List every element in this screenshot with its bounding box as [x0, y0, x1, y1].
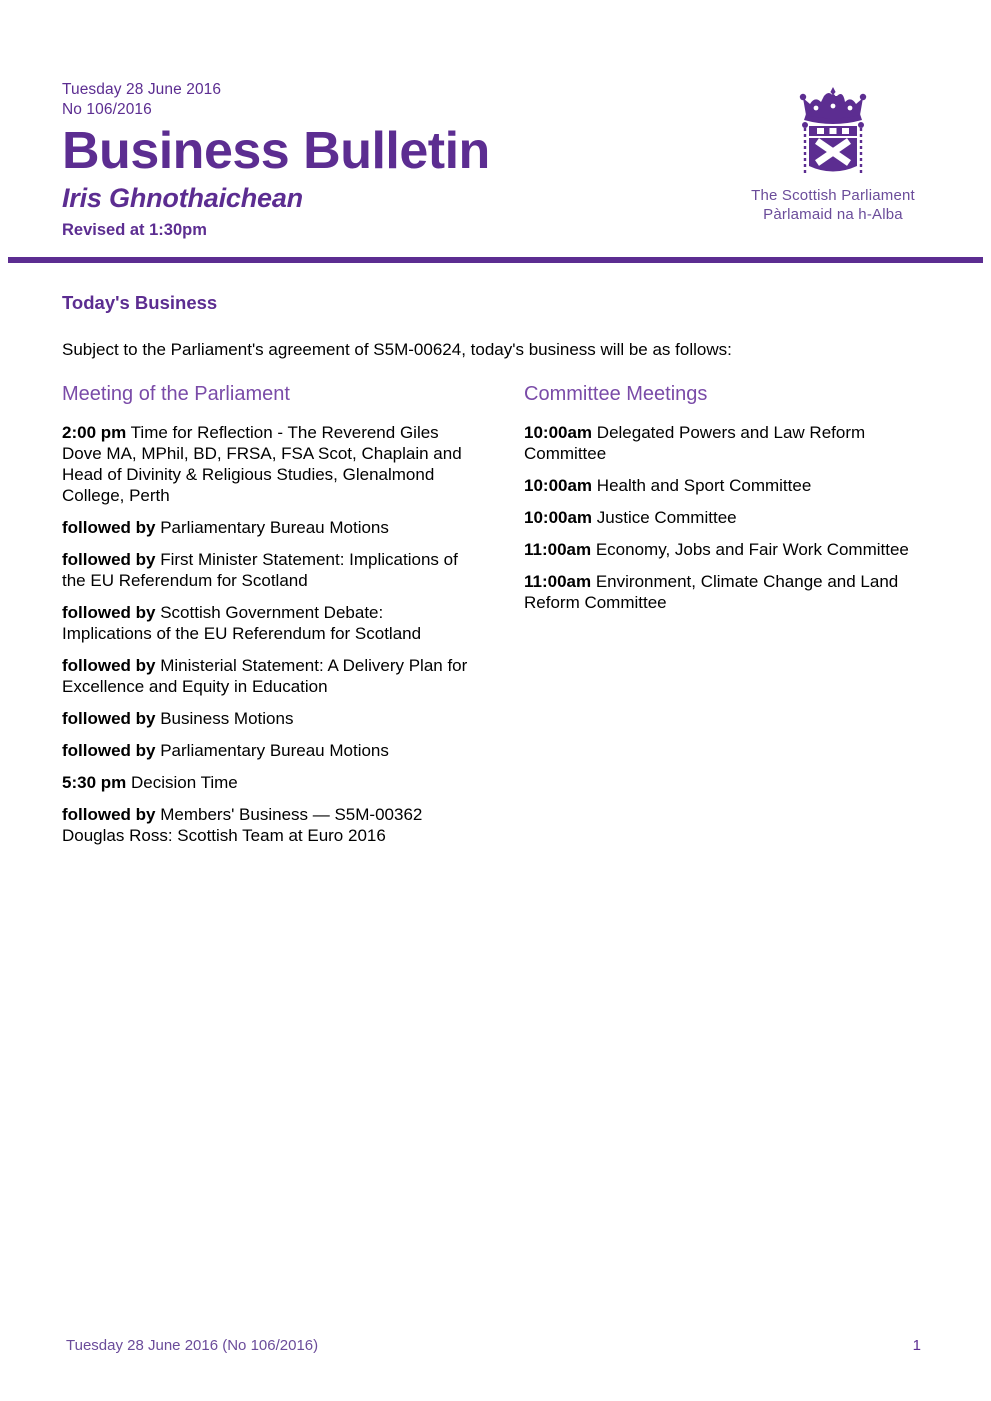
parliament-agenda-list: [62, 422, 474, 846]
agenda-item-text: Health and Sport Committee: [592, 476, 812, 495]
agenda-item-lead: followed by: [62, 709, 156, 728]
column-heading-committees: Committee Meetings: [524, 383, 708, 405]
agenda-item-text: Members' Business — S5M-00362 Douglas Ross: Scottish Team at Euro 2016: [62, 805, 423, 845]
column-committee-meetings: [524, 381, 940, 613]
agenda-item: [524, 422, 940, 464]
agenda-item: [524, 571, 940, 613]
agenda-item: [524, 539, 940, 560]
agenda-item: [62, 422, 474, 506]
logo-text: [733, 186, 933, 224]
page-title: Business Bulletin: [62, 122, 490, 180]
agenda-item: [62, 655, 474, 697]
agenda-item-lead: 10:00am: [524, 508, 593, 527]
agenda-item-text: Decision Time: [126, 773, 238, 792]
revised-timestamp: Revised at 1:30pm: [62, 221, 207, 239]
agenda-item-lead: 11:00am: [524, 540, 592, 559]
column-heading-parliament: Meeting of the Parliament: [62, 383, 290, 405]
column-meeting-of-the-parliament: [62, 381, 474, 846]
agenda-item: [524, 475, 940, 496]
agenda-item: [62, 740, 474, 761]
agenda-item-lead: followed by: [62, 603, 156, 622]
agenda-item-lead: 5:30 pm: [62, 773, 127, 792]
scottish-parliament-crown-saltire-emblem: [790, 84, 876, 182]
committee-agenda-list: [524, 422, 940, 613]
agenda-item-lead: 2:00 pm: [62, 423, 127, 442]
agenda-item-text: First Minister Statement: Implications of the EU Referendum for Scotland: [62, 550, 458, 590]
footer-issue-info: Tuesday 28 June 2016 (No 106/2016): [66, 1337, 319, 1354]
agenda-item-text: Justice Committee: [592, 508, 737, 527]
intro-paragraph: Subject to the Parliament's agreement of S5M-00624, today's business will be as follows:: [62, 340, 732, 359]
logo-text-english: The Scottish Parliament: [751, 187, 915, 204]
issue-number: No 106/2016: [62, 101, 152, 118]
agenda-item-text: Economy, Jobs and Fair Work Committee: [591, 540, 909, 559]
agenda-item: [62, 517, 474, 538]
agenda-item-text: Environment, Climate Change and Land Reform Committee: [524, 572, 899, 612]
agenda-item: [62, 708, 474, 729]
page-footer: [0, 1337, 991, 1361]
agenda-item-lead: followed by: [62, 550, 156, 569]
agenda-item-text: Parliamentary Bureau Motions: [155, 518, 389, 537]
agenda-item-lead: followed by: [62, 518, 156, 537]
agenda-item-text: Delegated Powers and Law Reform Committee: [524, 423, 866, 463]
agenda-item-lead: 11:00am: [524, 572, 592, 591]
header-divider: [8, 257, 983, 263]
agenda-item: [62, 602, 474, 644]
page-subtitle-gaelic: Iris Ghnothaichean: [62, 183, 303, 213]
agenda-item: [524, 507, 940, 528]
issue-date: Tuesday 28 June 2016: [62, 81, 222, 98]
agenda-item-lead: followed by: [62, 656, 156, 675]
agenda-item-lead: followed by: [62, 741, 156, 760]
logo: [733, 84, 933, 224]
agenda-item: [62, 772, 474, 793]
agenda-item-lead: 10:00am: [524, 423, 593, 442]
logo-text-gaelic: Pàrlamaid na h-Alba: [763, 206, 903, 223]
footer-page-number: 1: [912, 1337, 921, 1354]
agenda-item: [62, 549, 474, 591]
agenda-item-lead: followed by: [62, 805, 156, 824]
agenda-item-text: Scottish Government Debate: Implications of the EU Referendum for Scotland: [62, 603, 422, 643]
agenda-item-text: Parliamentary Bureau Motions: [155, 741, 389, 760]
section-heading-todays-business: Today's Business: [62, 292, 218, 313]
agenda-item-text: Time for Reflection - The Reverend Giles Dove MA, MPhil, BD, FRSA, FSA Scot, Chaplain and Head of Divinity & Religious Studies, Glenalmond College, Perth: [62, 423, 462, 505]
masthead: [62, 80, 762, 241]
agenda-item: [62, 804, 474, 846]
agenda-item-lead: 10:00am: [524, 476, 593, 495]
agenda-item-text: Business Motions: [155, 709, 294, 728]
agenda-item-text: Ministerial Statement: A Delivery Plan for Excellence and Equity in Education: [62, 656, 468, 696]
